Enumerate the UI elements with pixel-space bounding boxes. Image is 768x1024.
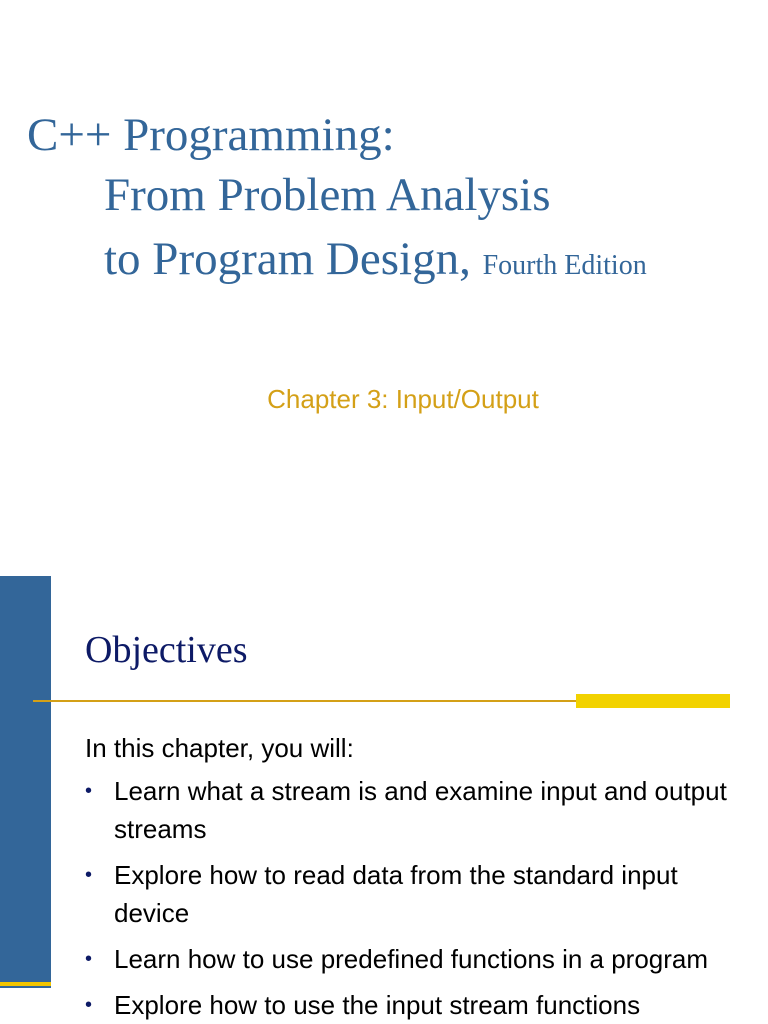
chapter-subtitle: Chapter 3: Input/Output: [267, 384, 539, 414]
title-line-3: [104, 233, 647, 285]
side-bar-accent: [0, 982, 51, 986]
objective-item: • Explore how to use the input stream functions: [85, 986, 745, 1024]
objectives-intro: In this chapter, you will:: [85, 733, 354, 763]
objectives-heading: Objectives: [85, 629, 248, 671]
title-line-2: From Problem Analysis: [104, 169, 551, 221]
title-line-3-text: to Program Design,: [104, 233, 471, 285]
objectives-list: [85, 772, 745, 1024]
edition-label: Fourth Edition: [482, 250, 647, 281]
objective-item: • Learn what a stream is and examine input and output streams: [85, 772, 745, 848]
objectives-content: [85, 733, 745, 1024]
side-bar: [0, 576, 51, 988]
objective-item: • Learn how to use predefined functions in a program: [85, 940, 745, 978]
objective-item: • Explore how to read data from the standard input device: [85, 856, 745, 932]
heading-rule-accent: [576, 694, 730, 708]
title-line-1: C++ Programming:: [27, 109, 395, 161]
objectives-slide: [0, 576, 768, 1024]
